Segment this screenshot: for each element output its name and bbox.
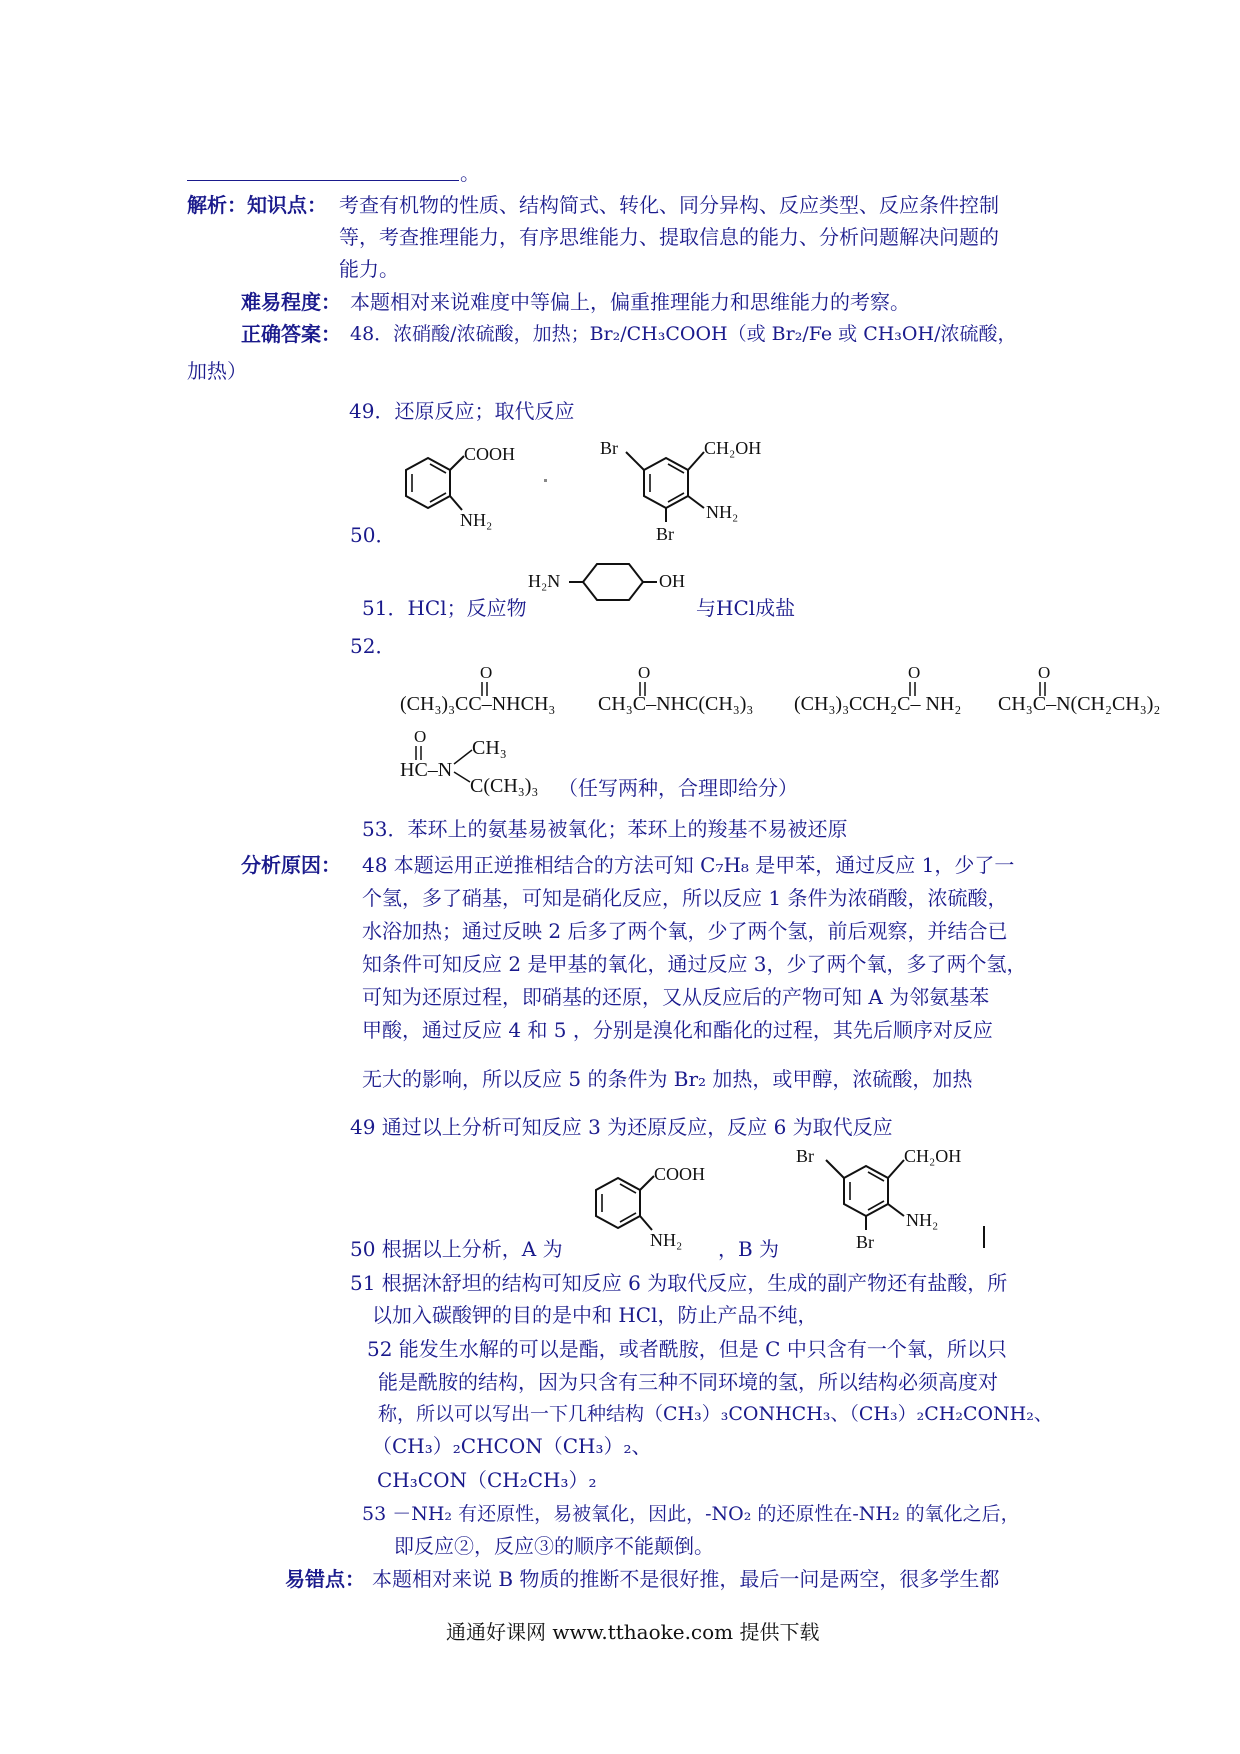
analysis-label: 分析原因： xyxy=(241,853,341,877)
structure-4: CH₃C–N(CH₂CH₃)₂ xyxy=(998,693,1161,715)
br-label-bottom: Br xyxy=(656,524,674,544)
page-footer: 通通好课网 www.tthaoke.com 提供下载 xyxy=(446,1620,820,1644)
difficulty-label: 难易程度： xyxy=(241,290,341,314)
error-point-text: 本题相对来说 B 物质的推断不是很好推，最后一问是两空，很多学生都 xyxy=(372,1567,1000,1591)
structure-5-core: HC–N xyxy=(400,759,453,781)
analysis-52-line2: 能是酰胺的结构，因为只含有三种不同环境的氢，所以结构必须高度对 xyxy=(378,1370,998,1394)
analysis-49: 49 通过以上分析可知反应 3 为还原反应，反应 6 为取代反应 xyxy=(350,1115,893,1139)
analysis-48-line5: 可知为还原过程，即硝基的还原，又从反应后的产物可知 A 为邻氨基苯 xyxy=(362,985,990,1009)
analysis-50-mid: ，B 为 xyxy=(718,1237,780,1261)
jiexi-line-2: 等，考查推理能力，有序思维能力、提取信息的能力、分析问题解决问题的 xyxy=(339,225,999,249)
answer-48-line2: 加热） xyxy=(187,359,247,383)
nh2-label: NH₂ xyxy=(460,510,493,530)
analysis-48-line7: 无大的影响，所以反应 5 的条件为 Br₂ 加热，或甲醇，浓硫酸，加热 xyxy=(362,1067,973,1091)
structure-anthranilic-acid xyxy=(390,440,540,540)
nh2-label-a: NH₂ xyxy=(650,1230,683,1250)
jiexi-label: 解析：知识点： xyxy=(187,193,327,217)
ch2oh-label-b: CH₂OH xyxy=(904,1146,962,1166)
structure-5-tbutyl: C(CH₃)₃ xyxy=(470,775,539,797)
br-label-b-top: Br xyxy=(796,1146,814,1166)
ch2oh-label: CH₂OH xyxy=(704,438,762,458)
structures-amide-isomers-row1 xyxy=(398,662,1198,722)
carbonyl-o-4: O xyxy=(1038,663,1051,682)
cursor-bar xyxy=(983,1226,985,1248)
answer-48-line1: 48．浓硝酸/浓硫酸，加热；Br₂/CH₃COOH（或 Br₂/Fe 或 CH₃OH/浓硫酸， xyxy=(350,323,1017,345)
analysis-50-pre: 50 根据以上分析，A 为 xyxy=(350,1237,563,1261)
answer-51-post: 与HCl成盐 xyxy=(696,596,796,620)
br-label-b-bottom: Br xyxy=(856,1232,874,1252)
analysis-48-line2: 个氢，多了硝基，可知是硝化反应，所以反应 1 条件为浓硝酸，浓硫酸， xyxy=(362,886,1008,910)
carbonyl-o-1: O xyxy=(480,663,493,682)
jiexi-line-1: 考查有机物的性质、结构简式、转化、同分异构、反应类型、反应条件控制 xyxy=(339,193,999,217)
analysis-53-line1: 53 －NH₂ 有还原性，易被氧化，因此，-NO₂ 的还原性在-NH₂ 的氧化之后， xyxy=(362,1503,1020,1525)
analysis-51-line1: 51 根据沐舒坦的结构可知反应 6 为取代反应，生成的副产物还有盐酸，所 xyxy=(350,1271,1008,1295)
structure-2: CH₃C–NHC(CH₃)₃ xyxy=(598,693,754,715)
blank-period: 。 xyxy=(460,161,480,185)
analysis-48-line4: 知条件可知反应 2 是甲基的氧化，通过反应 3，少了两个氧，多了两个氢， xyxy=(362,952,1027,976)
analysis-52-line5: CH₃CON（CH₂CH₃）₂ xyxy=(377,1468,597,1492)
answer-51-pre: 51．HCl；反应物 xyxy=(362,596,527,620)
cooh-label-a: COOH xyxy=(654,1164,706,1184)
analysis-48-line6: 甲酸，通过反应 4 和 5 ，分别是溴化和酯化的过程，其先后顺序对反应 xyxy=(362,1018,993,1042)
answer-label: 正确答案： xyxy=(241,322,341,346)
analysis-48-line3: 水浴加热；通过反映 2 后多了两个氧，少了两个氢，前后观察，并结合已 xyxy=(362,919,1008,943)
analysis-51-line2: 以加入碳酸钾的目的是中和 HCl，防止产品不纯， xyxy=(372,1303,818,1327)
answer-53: 53．苯环上的氨基易被氧化；苯环上的羧基不易被还原 xyxy=(362,817,848,841)
analysis-52-line4: （CH₃）₂CHCON（CH₃）₂、 xyxy=(372,1434,652,1458)
analysis-structure-a xyxy=(580,1160,730,1260)
h2n-label: H₂N xyxy=(528,571,561,591)
analysis-52-line1: 52 能发生水解的可以是酯，或者酰胺，但是 C 中只含有一个氧，所以只 xyxy=(367,1337,1007,1361)
analysis-52-line3: 称，所以可以写出一下几种结构（CH₃）₃CONHCH₃、（CH₃）₂CH₂CONH₂、 xyxy=(378,1403,1053,1425)
structure-amide-isomer-5 xyxy=(398,726,568,796)
carbonyl-o-5: O xyxy=(414,727,427,746)
structure-dibromo-aminobenzyl-alcohol xyxy=(592,434,772,544)
analysis-48-line1: 48 本题运用正逆推相结合的方法可知 C₇H₈ 是甲苯，通过反应 1，少了一 xyxy=(362,853,1015,877)
structure-1: (CH₃)₃CC–NHCH₃ xyxy=(400,693,556,715)
answer-52-note: （任写两种，合理即给分） xyxy=(558,776,798,800)
carbonyl-o-3: O xyxy=(908,663,921,682)
answer-50-label: 50． xyxy=(350,523,396,547)
answer-52: 52． xyxy=(350,634,396,658)
carbonyl-o-2: O xyxy=(638,663,651,682)
oh-label: OH xyxy=(659,571,685,591)
nh2-label-b: NH₂ xyxy=(706,502,739,522)
answer-49: 49．还原反应；取代反应 xyxy=(349,399,575,423)
analysis-structure-b xyxy=(792,1142,972,1252)
dot-separator xyxy=(544,479,547,482)
cooh-label: COOH xyxy=(464,444,516,464)
jiexi-line-3: 能力。 xyxy=(339,257,399,281)
error-point-label: 易错点： xyxy=(285,1567,365,1591)
structure-5-methyl: CH₃ xyxy=(472,737,507,759)
difficulty-text: 本题相对来说难度中等偏上，偏重推理能力和思维能力的考察。 xyxy=(350,290,910,314)
structure-trans-aminocyclohexanol xyxy=(525,560,705,620)
br-label-top: Br xyxy=(600,438,618,458)
answer-blank-line xyxy=(187,180,459,181)
nh2-label-b2: NH₂ xyxy=(906,1210,939,1230)
structure-3: (CH₃)₃CCH₂C– NH₂ xyxy=(794,693,962,715)
analysis-53-line2: 即反应②，反应③的顺序不能颠倒。 xyxy=(394,1534,714,1558)
